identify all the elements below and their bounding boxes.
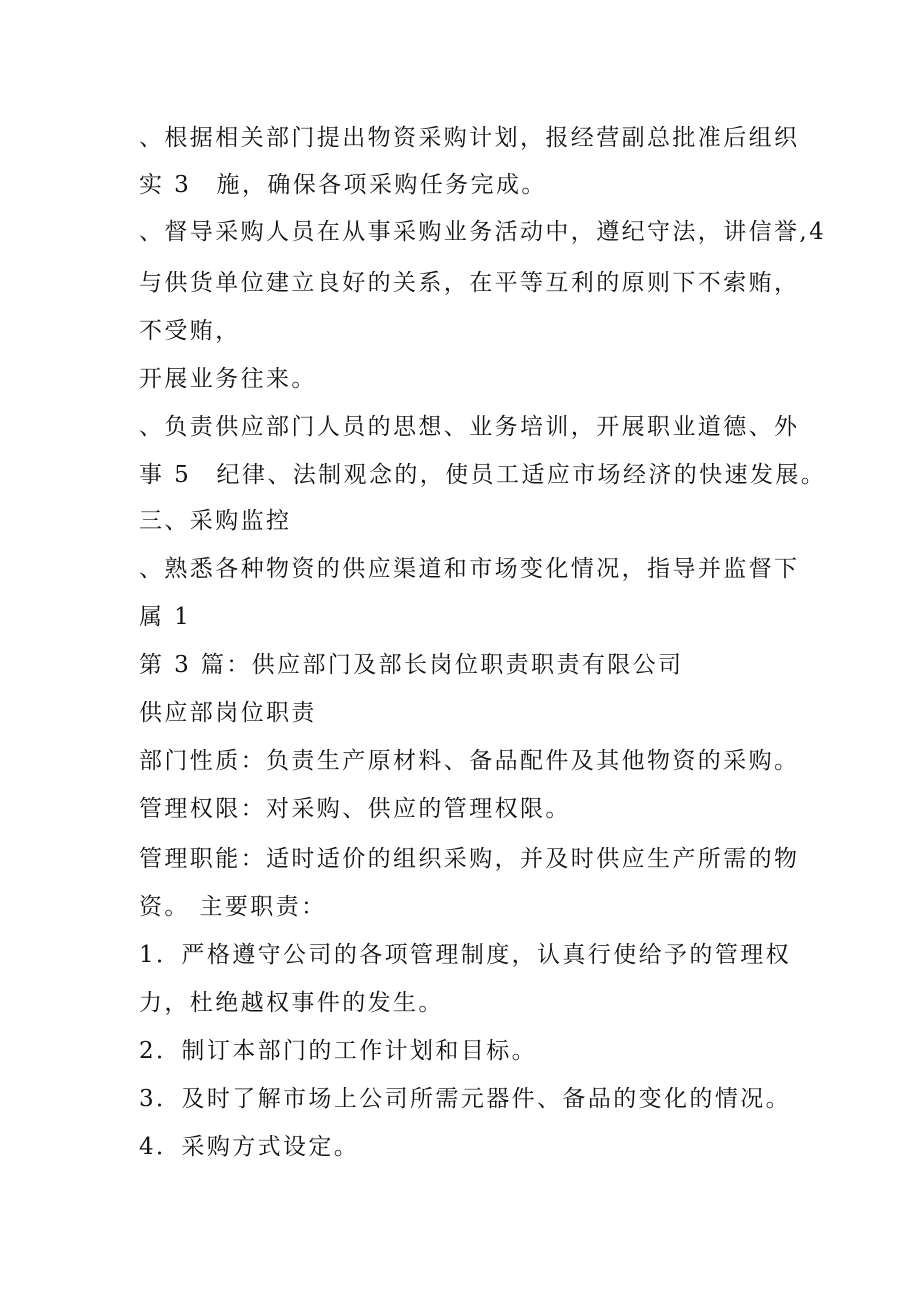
text-line: 管理职能：适时适价的组织采购，并及时供应生产所需的物 [139, 846, 800, 872]
text-line: 、督导采购人员在从事采购业务活动中，遵纪守法，讲信誉,4 [139, 219, 827, 245]
list-item: 2．制订本部门的工作计划和目标。 [139, 1038, 538, 1064]
list-item: 1．严格遵守公司的各项管理制度，认真行使给予的管理权 [139, 942, 792, 968]
list-item: 3．及时了解市场上公司所需元器件、备品的变化的情况。 [139, 1086, 792, 1112]
chapter-title: 第 3 篇：供应部门及部长岗位职责职责有限公司 [139, 652, 684, 678]
text-line: 实 3 施，确保各项采购任务完成。 [139, 172, 547, 198]
section-heading: 供应部岗位职责 [139, 700, 317, 726]
list-item-continuation: 力，杜绝越权事件的发生。 [139, 990, 444, 1016]
text-line: 管理权限：对采购、供应的管理权限。 [139, 796, 571, 822]
text-line: 不受贿， [139, 318, 241, 344]
text-line: 资。 主要职责： [139, 894, 327, 920]
text-line: 部门性质：负责生产原材料、备品配件及其他物资的采购。 [139, 748, 800, 774]
text-line: 、熟悉各种物资的供应渠道和市场变化情况，指导并监督下 [139, 556, 800, 582]
section-heading: 三、采购监控 [139, 508, 292, 534]
text-line: 、负责供应部门人员的思想、业务培训，开展职业道德、外 [139, 414, 800, 440]
text-line: 属 1 [139, 604, 192, 630]
text-line: 开展业务往来。 [139, 366, 317, 392]
text-line: 事 5 纪律、法制观念的，使员工适应市场经济的快速发展。 [139, 462, 827, 488]
text-line: 、根据相关部门提出物资采购计划，报经营副总批准后组织 [139, 125, 800, 151]
list-item: 4．采购方式设定。 [139, 1134, 360, 1160]
text-line: 与供货单位建立良好的关系，在平等互利的原则下不索贿， [139, 270, 800, 296]
